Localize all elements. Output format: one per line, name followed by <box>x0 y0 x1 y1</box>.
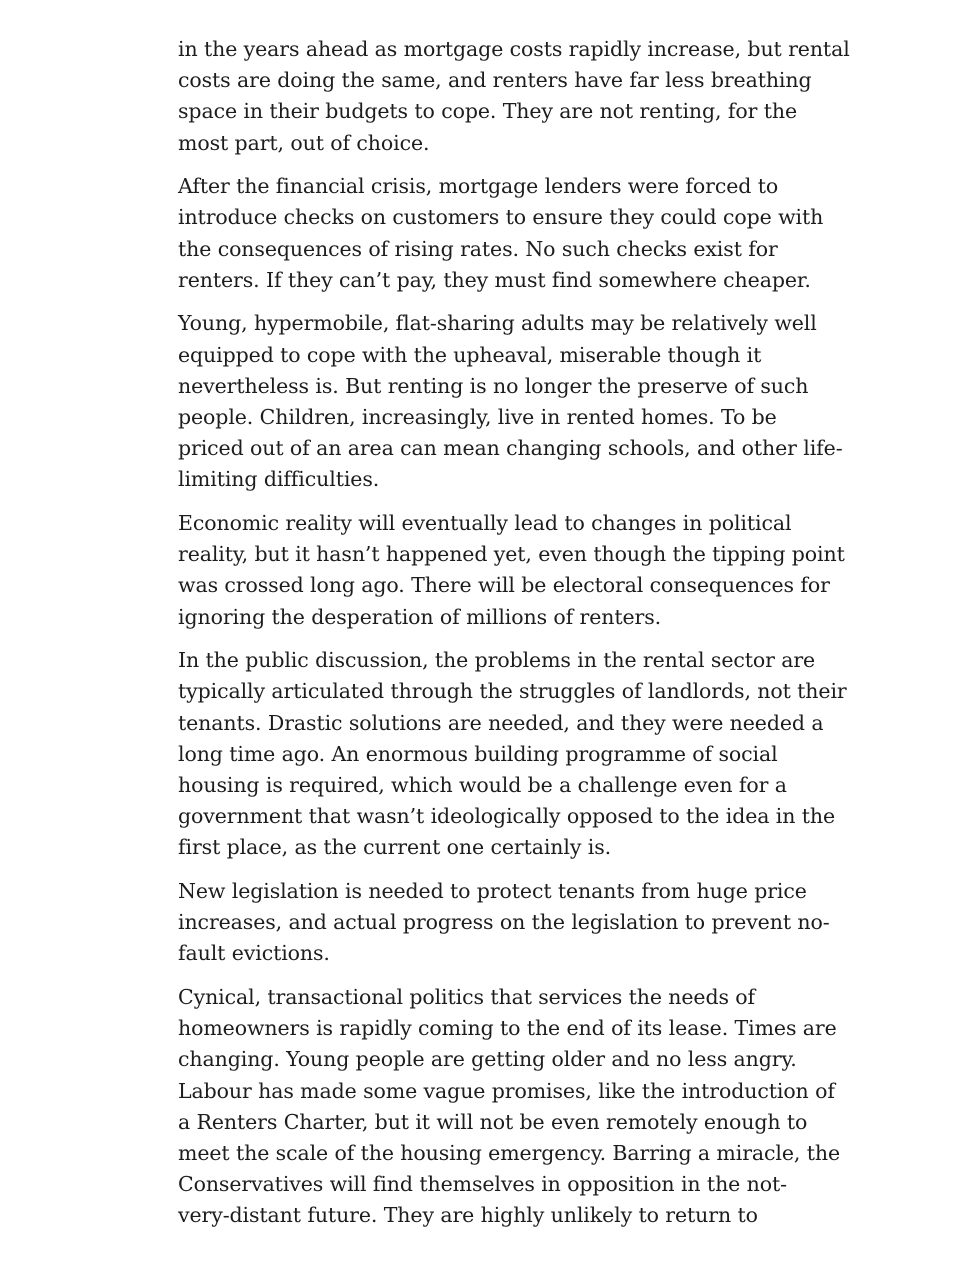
paragraph <box>178 876 830 970</box>
text-line: a Renters Charter, but it will not be even remotely enough to <box>178 1109 808 1134</box>
text-line: reality, but it hasn’t happened yet, even though the tipping point <box>178 542 845 567</box>
text-line: government that wasn’t ideologically opposed to the idea in the <box>178 804 836 829</box>
text-line: tenants. Drastic solutions are needed, and they were needed a <box>178 710 824 735</box>
paragraph <box>178 982 841 1232</box>
text-line: Conservatives will find themselves in opposition in the not- <box>178 1172 787 1197</box>
text-line: Young, hypermobile, flat-sharing adults may be relatively well <box>178 311 817 336</box>
text-line: fault evictions. <box>178 941 330 966</box>
text-line: limiting difficulties. <box>178 467 380 492</box>
text-line: long time ago. An enormous building programme of social <box>178 741 778 766</box>
text-line: the consequences of rising rates. No such checks exist for <box>178 236 778 261</box>
paragraph <box>178 308 843 495</box>
text-line: equipped to cope with the upheaval, miserable though it <box>178 342 762 367</box>
text-line: In the public discussion, the problems in the rental sector are <box>178 648 816 673</box>
text-line: most part, out of choice. <box>178 130 430 155</box>
text-line: meet the scale of the housing emergency. Barring a miracle, the <box>178 1141 841 1166</box>
paragraph <box>178 34 850 159</box>
text-line: homeowners is rapidly coming to the end of its lease. Times are <box>178 1016 837 1041</box>
text-line: Labour has made some vague promises, like the introduction of <box>178 1078 835 1103</box>
paragraph <box>178 508 845 633</box>
text-line: renters. If they can’t pay, they must find somewhere cheaper. <box>178 267 811 292</box>
text-line: nevertheless is. But renting is no longer the preserve of such <box>178 373 809 398</box>
text-line: very-distant future. They are highly unlikely to return to <box>178 1203 758 1228</box>
text-line: typically articulated through the struggles of landlords, not their <box>178 679 847 704</box>
text-line: space in their budgets to cope. They are not renting, for the <box>178 99 797 124</box>
text-line: changing. Young people are getting older and no less angry. <box>178 1047 797 1072</box>
paragraph <box>178 645 847 863</box>
text-line: New legislation is needed to protect tenants from huge price <box>178 879 807 904</box>
text-line: After the financial crisis, mortgage lenders were forced to <box>178 174 779 199</box>
text-line: ignoring the desperation of millions of renters. <box>178 604 662 629</box>
text-line: people. Children, increasingly, live in rented homes. To be <box>178 405 777 430</box>
text-line: introduce checks on customers to ensure they could cope with <box>178 205 824 230</box>
text-line: increases, and actual progress on the legislation to prevent no- <box>178 910 830 935</box>
article-body <box>178 34 850 1244</box>
text-line: costs are doing the same, and renters have far less breathing <box>178 68 812 93</box>
text-line: in the years ahead as mortgage costs rapidly increase, but rental <box>178 37 850 61</box>
text-line: Economic reality will eventually lead to changes in political <box>178 511 792 536</box>
text-line: housing is required, which would be a challenge even for a <box>178 773 787 798</box>
text-line: first place, as the current one certainly is. <box>178 835 612 860</box>
text-line: priced out of an area can mean changing schools, and other life- <box>178 436 843 461</box>
paragraph <box>178 171 824 296</box>
text-line: Cynical, transactional politics that services the needs of <box>178 985 756 1010</box>
text-line: was crossed long ago. There will be electoral consequences for <box>178 573 830 598</box>
